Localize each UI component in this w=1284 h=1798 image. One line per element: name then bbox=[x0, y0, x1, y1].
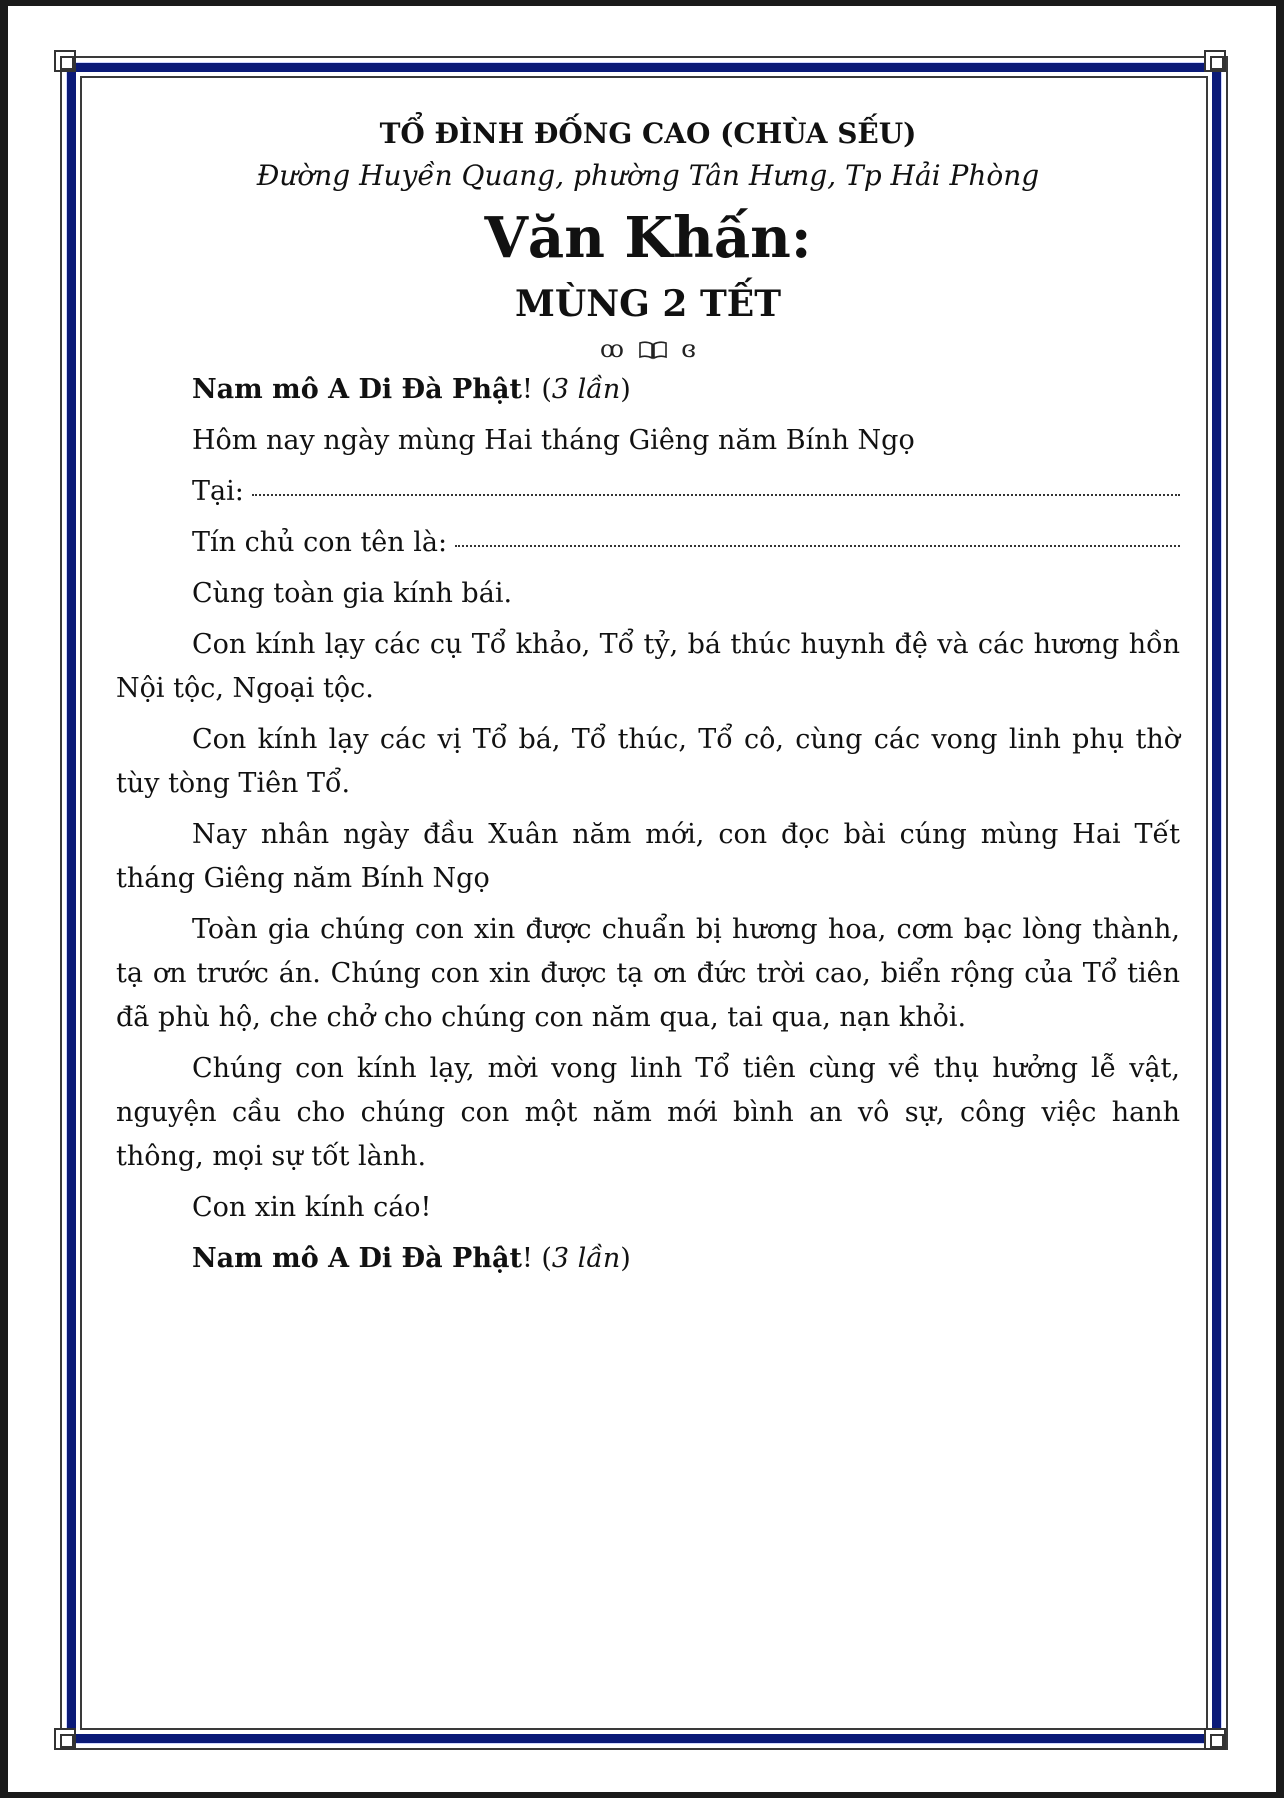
page-title: Văn Khấn: bbox=[484, 205, 812, 271]
closing-count: 3 lần bbox=[551, 1243, 621, 1274]
name-dotted-blank bbox=[455, 545, 1180, 547]
family-line: Cùng toàn gia kính bái. bbox=[192, 578, 513, 609]
paragraph-3: Nay nhân ngày đầu Xuân năm mới, con đọc bài cúng mùng Hai Tết tháng Giêng năm Bính Ngọ bbox=[116, 819, 1180, 894]
paragraph-5: Chúng con kính lạy, mời vong linh Tổ tiên cùng về thụ hưởng lễ vật, nguyện cầu cho chúng con một năm mới bình an vô sự, công việc hanh thông, mọi sự tốt lành. bbox=[116, 1053, 1180, 1172]
document-content bbox=[116, 114, 1180, 1288]
closing-mark: ! ( bbox=[521, 1243, 552, 1274]
name-fill-line bbox=[116, 521, 1180, 565]
corner-ornament-bottom-right bbox=[1204, 1728, 1226, 1750]
opening-count: 3 lần bbox=[551, 374, 621, 405]
corner-ornament-top-right bbox=[1204, 50, 1226, 72]
title-ornament bbox=[116, 330, 1180, 368]
paragraph-1: Con kính lạy các cụ Tổ khảo, Tổ tỷ, bá thúc huynh đệ và các hương hồn Nội tộc, Ngoại tộc. bbox=[116, 629, 1180, 704]
paragraph-4: Toàn gia chúng con xin được chuẩn bị hương hoa, cơm bạc lòng thành, tạ ơn trước án. Chúng con xin được tạ ơn đức trời cao, biển rộng của Tổ tiên đã phù hộ, che chở cho chúng con năm qua, tai qua, nạn khỏi. bbox=[116, 914, 1180, 1033]
temple-name: TỔ ĐÌNH ĐỐNG CAO (CHÙA SẾU) bbox=[379, 117, 917, 150]
ornament-right: ɞ bbox=[681, 335, 696, 363]
page-subtitle: MÙNG 2 TẾT bbox=[514, 283, 782, 325]
corner-ornament-top-left bbox=[54, 50, 76, 72]
opening-invocation bbox=[116, 368, 1180, 412]
location-label: Tại: bbox=[192, 476, 244, 507]
opening-close: ) bbox=[620, 374, 631, 405]
book-icon bbox=[638, 340, 668, 360]
document-page bbox=[8, 6, 1276, 1792]
closing-invocation-bold: Nam mô A Di Đà Phật bbox=[192, 1243, 522, 1274]
closing-invocation bbox=[116, 1237, 1180, 1281]
location-fill-line bbox=[116, 470, 1180, 514]
location-dotted-blank bbox=[252, 494, 1180, 496]
date-line: Hôm nay ngày mùng Hai tháng Giêng năm Bính Ngọ bbox=[192, 425, 915, 456]
closing-close: ) bbox=[620, 1243, 631, 1274]
ornament-left: ꝏ bbox=[600, 335, 624, 363]
temple-address: Đường Huyền Quang, phường Tân Hưng, Tp Hải Phòng bbox=[256, 159, 1040, 192]
closing-line: Con xin kính cáo! bbox=[192, 1192, 432, 1223]
name-label: Tín chủ con tên là: bbox=[192, 527, 448, 558]
opening-invocation-bold: Nam mô A Di Đà Phật bbox=[192, 374, 522, 405]
opening-mark: ! ( bbox=[521, 374, 552, 405]
corner-ornament-bottom-left bbox=[54, 1728, 76, 1750]
paragraph-2: Con kính lạy các vị Tổ bá, Tổ thúc, Tổ cô, cùng các vong linh phụ thờ tùy tòng Tiên Tổ. bbox=[116, 724, 1180, 799]
